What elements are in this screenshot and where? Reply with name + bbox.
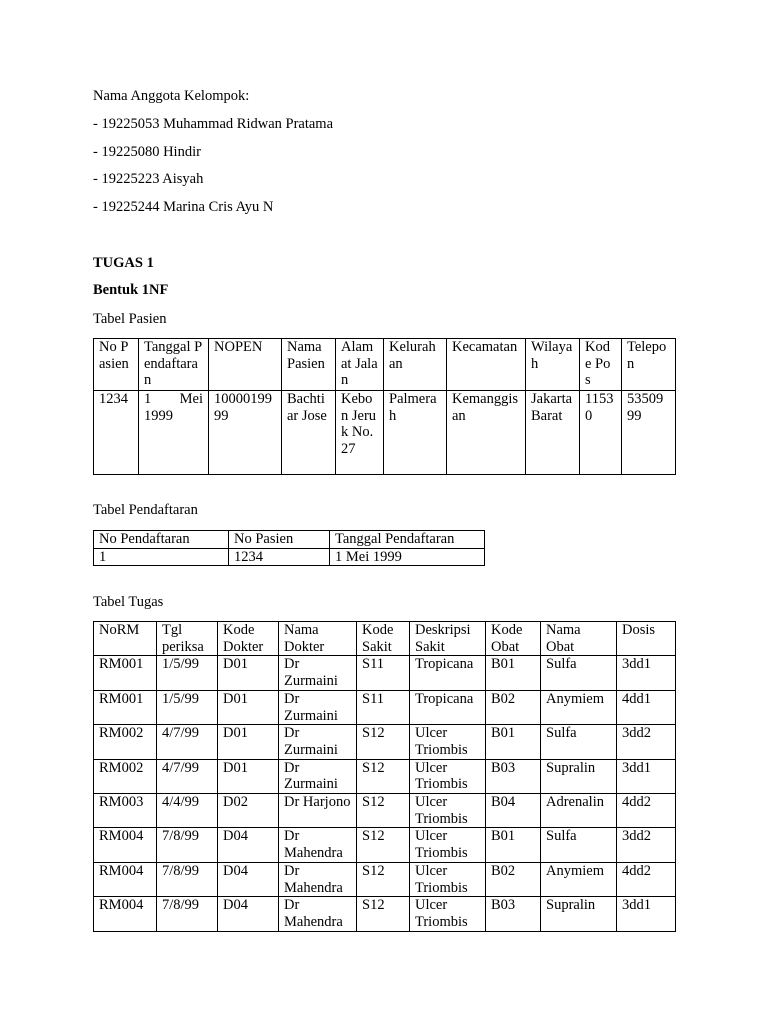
table-cell: Dr Zurmaini (279, 656, 357, 690)
header-cell: Tgl periksa (157, 622, 218, 656)
table-cell: 1000019999 (209, 391, 282, 475)
table-cell: Anymiem (541, 690, 617, 724)
pasien-table-caption: Tabel Pasien (93, 311, 167, 327)
pendaftaran-table-caption: Tabel Pendaftaran (93, 502, 198, 518)
member-item: - 19225244 Marina Cris Ayu N (93, 199, 274, 215)
table-cell: Dr Harjono (279, 794, 357, 828)
table-cell: S12 (357, 759, 410, 793)
table-cell: Palmerah (384, 391, 447, 475)
table-cell: Bachtiar Jose (282, 391, 336, 475)
table-cell: 4/7/99 (157, 725, 218, 759)
table-cell: 4dd2 (617, 794, 676, 828)
table-cell: D01 (218, 759, 279, 793)
table-cell: 4/4/99 (157, 794, 218, 828)
table-cell: D01 (218, 690, 279, 724)
header-cell: Nama Obat (541, 622, 617, 656)
table-cell: RM002 (94, 725, 157, 759)
header-cell: Tanggal Pendaftaran (139, 339, 209, 391)
member-item: - 19225053 Muhammad Ridwan Pratama (93, 116, 334, 132)
table-cell: B03 (486, 759, 541, 793)
table-cell: S11 (357, 690, 410, 724)
table-cell: B01 (486, 725, 541, 759)
header-cell: Nama Pasien (282, 339, 336, 391)
table-cell: 3dd2 (617, 725, 676, 759)
pendaftaran-header-row (94, 531, 485, 549)
table-cell: Ulcer Triombis (410, 759, 486, 793)
table-cell: S11 (357, 656, 410, 690)
table-cell: 1 Mei 1999 (330, 548, 485, 566)
table-row (94, 725, 676, 759)
header-cell: Dosis (617, 622, 676, 656)
form-title: Bentuk 1NF (93, 282, 169, 298)
table-cell: 7/8/99 (157, 828, 218, 862)
table-cell: 3dd1 (617, 656, 676, 690)
tugas-table (93, 621, 676, 932)
table-cell: B01 (486, 828, 541, 862)
table-cell: Supralin (541, 759, 617, 793)
table-cell: D01 (218, 725, 279, 759)
header-cell: Kelurahan (384, 339, 447, 391)
table-cell: S12 (357, 828, 410, 862)
table-cell: Dr Mahendra (279, 828, 357, 862)
pasien-header-row (94, 339, 676, 391)
pendaftaran-table (93, 530, 485, 566)
table-cell: Tropicana (410, 690, 486, 724)
table-row (94, 548, 485, 566)
table-cell: D04 (218, 862, 279, 896)
table-cell: RM004 (94, 897, 157, 931)
table-cell: 1 Mei 1999 (139, 391, 209, 475)
table-cell: Ulcer Triombis (410, 828, 486, 862)
table-cell: 4dd2 (617, 862, 676, 896)
table-cell: 11530 (580, 391, 622, 475)
table-cell: Ulcer Triombis (410, 725, 486, 759)
table-cell: Dr Mahendra (279, 897, 357, 931)
table-cell: B04 (486, 794, 541, 828)
pasien-table (93, 338, 676, 475)
table-cell: Kebon Jeruk No. 27 (336, 391, 384, 475)
table-cell: 3dd2 (617, 828, 676, 862)
table-cell: Sulfa (541, 828, 617, 862)
table-cell: 4/7/99 (157, 759, 218, 793)
header-cell: Kode Dokter (218, 622, 279, 656)
table-cell: 1234 (94, 391, 139, 475)
table-cell: Dr Zurmaini (279, 690, 357, 724)
table-cell: S12 (357, 725, 410, 759)
header-cell: Kode Pos (580, 339, 622, 391)
table-cell: D04 (218, 828, 279, 862)
table-cell: RM003 (94, 794, 157, 828)
header-cell: NoRM (94, 622, 157, 656)
table-cell: Dr Zurmaini (279, 759, 357, 793)
member-item: - 19225223 Aisyah (93, 171, 204, 187)
tugas-table-caption: Tabel Tugas (93, 594, 164, 610)
table-cell: B02 (486, 690, 541, 724)
table-cell: 7/8/99 (157, 862, 218, 896)
table-cell: B02 (486, 862, 541, 896)
header-cell: No Pasien (229, 531, 330, 549)
table-cell: 3dd1 (617, 759, 676, 793)
table-cell: 1/5/99 (157, 656, 218, 690)
member-item: - 19225080 Hindir (93, 144, 201, 160)
table-cell: Anymiem (541, 862, 617, 896)
header-cell: Nama Dokter (279, 622, 357, 656)
table-cell: B01 (486, 656, 541, 690)
table-cell: 1 (94, 548, 229, 566)
table-cell: Kemanggisan (447, 391, 526, 475)
header-cell: Alamat Jalan (336, 339, 384, 391)
header-cell: Deskripsi Sakit (410, 622, 486, 656)
table-cell: S12 (357, 897, 410, 931)
table-cell: D04 (218, 897, 279, 931)
header-cell: Kecamatan (447, 339, 526, 391)
task-title: TUGAS 1 (93, 255, 154, 271)
tugas-header-row (94, 622, 676, 656)
table-cell: Adrenalin (541, 794, 617, 828)
header-cell: Telepon (622, 339, 676, 391)
table-row (94, 862, 676, 896)
table-cell: Jakarta Barat (526, 391, 580, 475)
table-cell: RM004 (94, 862, 157, 896)
header-cell: Kode Obat (486, 622, 541, 656)
table-row (94, 656, 676, 690)
table-cell: B03 (486, 897, 541, 931)
table-cell: Ulcer Triombis (410, 897, 486, 931)
table-row (94, 828, 676, 862)
table-cell: RM001 (94, 656, 157, 690)
header-cell: Tanggal Pendaftaran (330, 531, 485, 549)
table-cell: RM002 (94, 759, 157, 793)
header-cell: Wilayah (526, 339, 580, 391)
table-cell: S12 (357, 794, 410, 828)
table-cell: 5350999 (622, 391, 676, 475)
members-title: Nama Anggota Kelompok: (93, 88, 250, 104)
table-row (94, 794, 676, 828)
table-cell: D01 (218, 656, 279, 690)
table-cell: Dr Mahendra (279, 862, 357, 896)
table-row (94, 391, 676, 475)
table-cell: 3dd1 (617, 897, 676, 931)
table-cell: Ulcer Triombis (410, 794, 486, 828)
table-cell: Ulcer Triombis (410, 862, 486, 896)
header-cell: No Pasien (94, 339, 139, 391)
header-cell: No Pendaftaran (94, 531, 229, 549)
table-cell: Dr Zurmaini (279, 725, 357, 759)
table-row (94, 759, 676, 793)
table-cell: 1/5/99 (157, 690, 218, 724)
table-row (94, 897, 676, 931)
table-cell: 7/8/99 (157, 897, 218, 931)
table-cell: D02 (218, 794, 279, 828)
table-cell: Sulfa (541, 656, 617, 690)
table-cell: 4dd1 (617, 690, 676, 724)
table-cell: Supralin (541, 897, 617, 931)
table-cell: Sulfa (541, 725, 617, 759)
table-row (94, 690, 676, 724)
header-cell: NOPEN (209, 339, 282, 391)
table-cell: RM004 (94, 828, 157, 862)
header-cell: Kode Sakit (357, 622, 410, 656)
table-cell: S12 (357, 862, 410, 896)
table-cell: RM001 (94, 690, 157, 724)
table-cell: 1234 (229, 548, 330, 566)
table-cell: Tropicana (410, 656, 486, 690)
